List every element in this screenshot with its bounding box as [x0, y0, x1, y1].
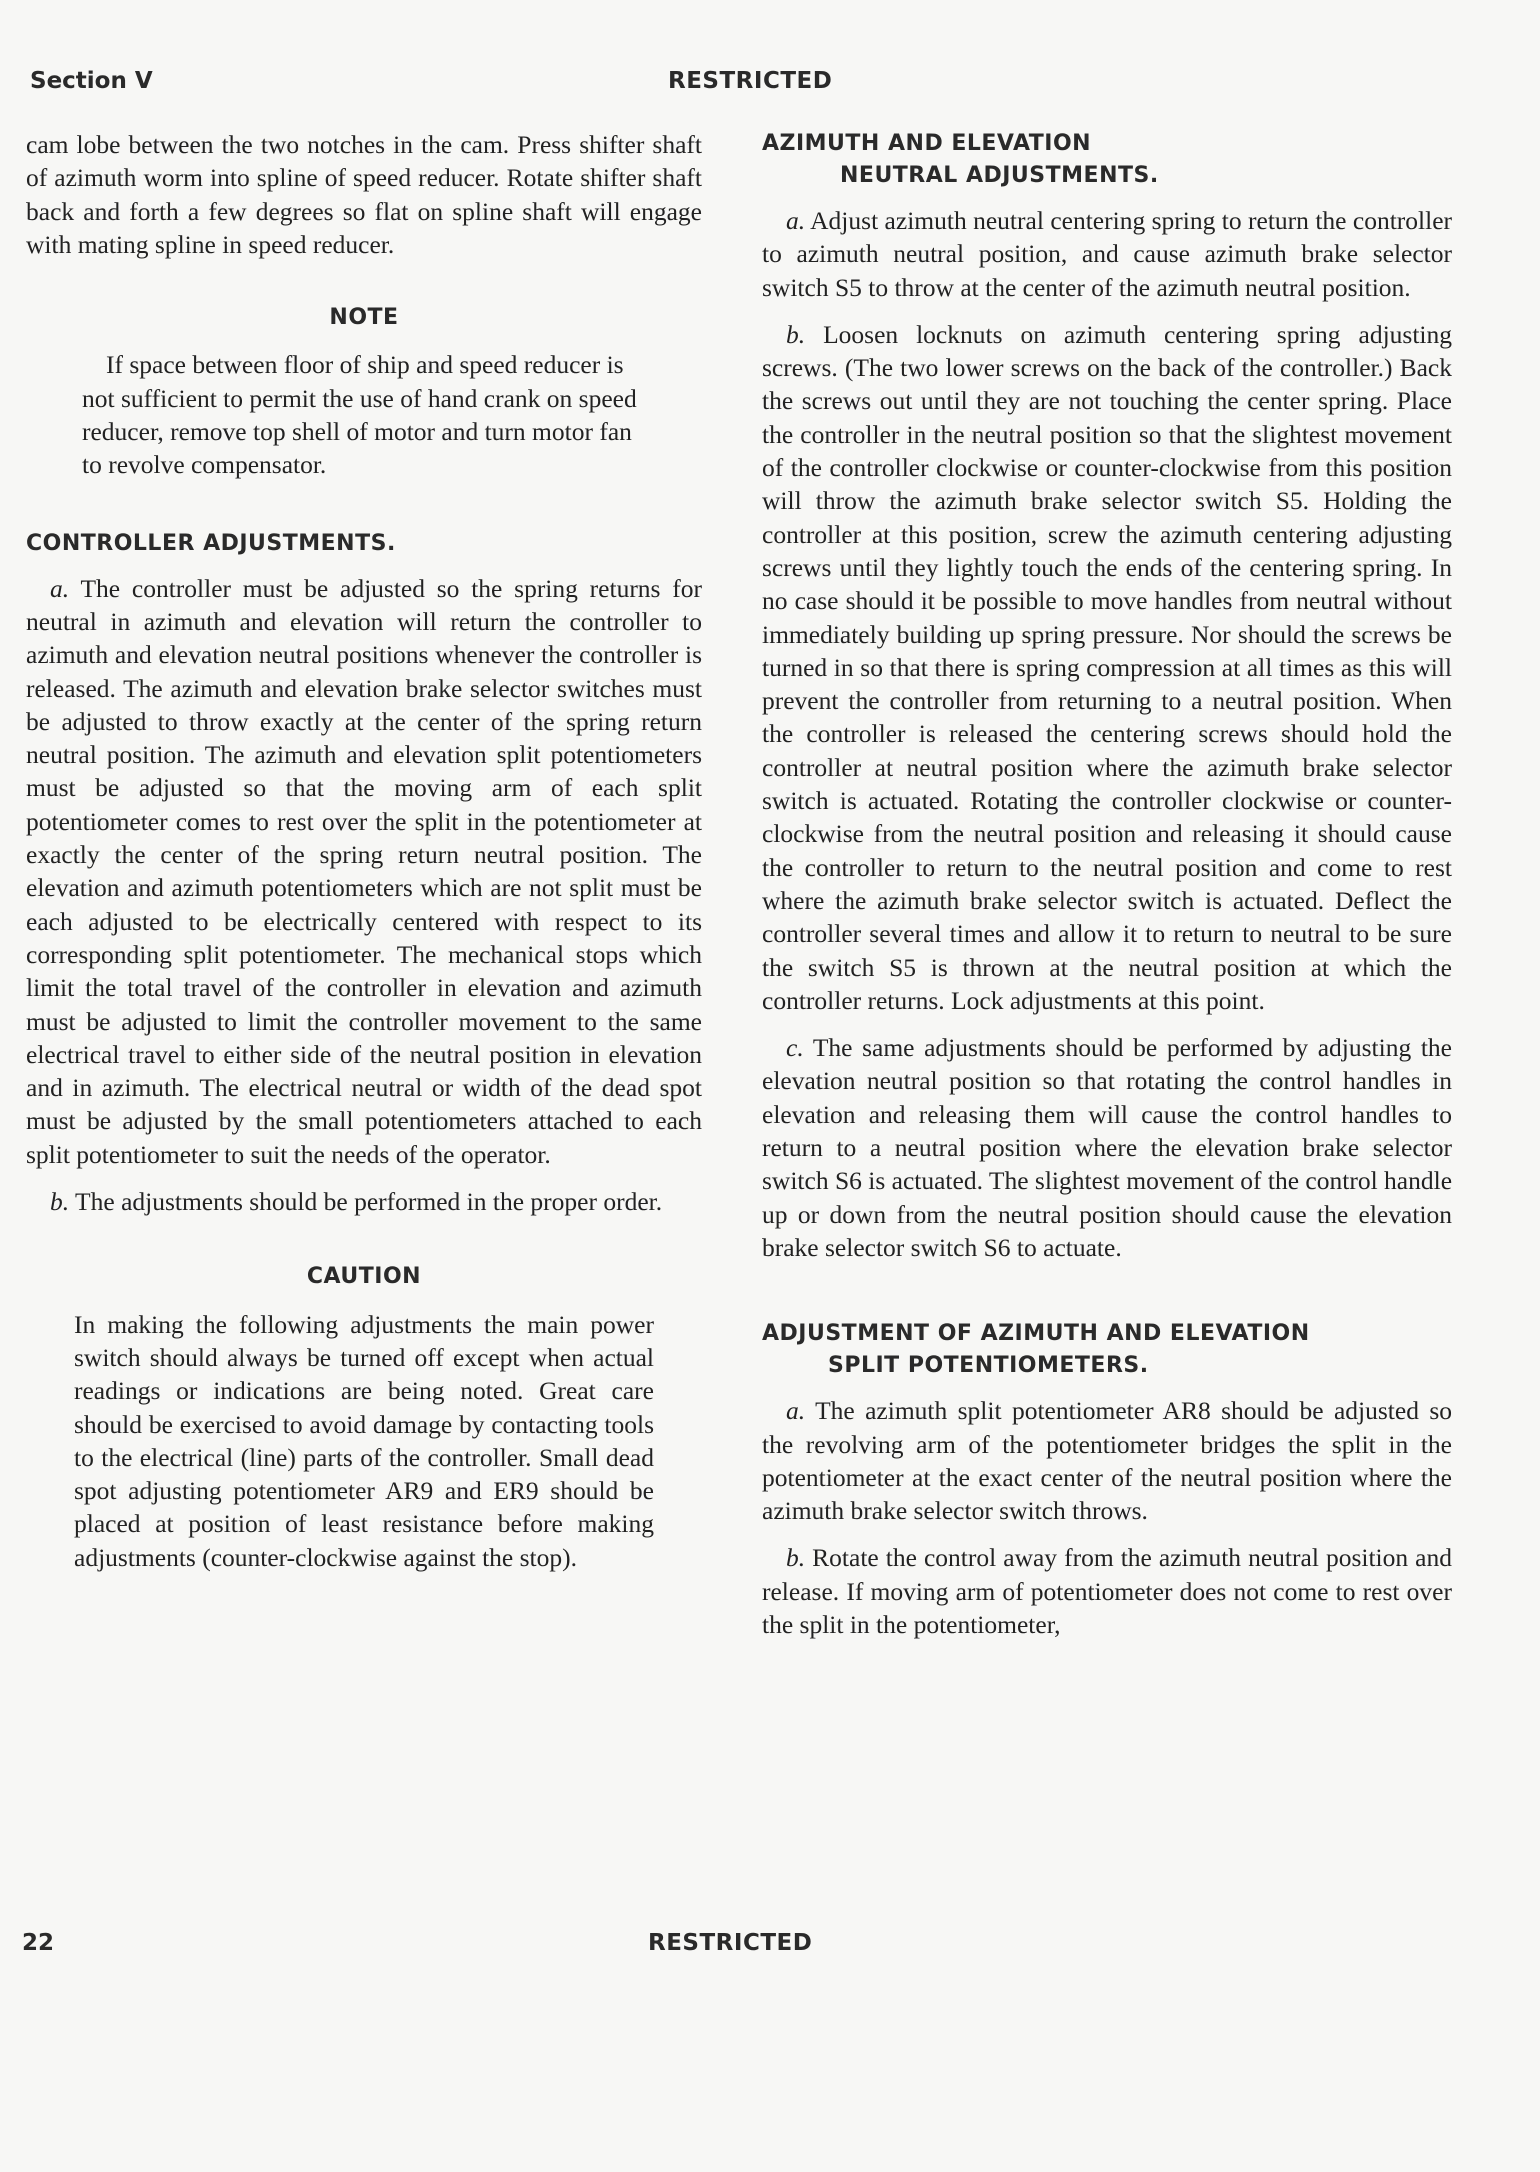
neutral-para-c: [762, 1031, 1452, 1264]
split-potentiometers-heading: [762, 1318, 1452, 1382]
note-title: NOTE: [329, 305, 399, 331]
neutral-para-a: [762, 204, 1452, 304]
caution-text: In making the following adjustments the main power switch should always be turned off except when actual readings or indications are being noted. Great care should be exercised to avoid damage by contacting tools to the electrical (line) parts of the controller. Small dead spot adjusting potentiometer AR9 and ER9 should be placed at position of least resistance before making adjustments (counter-clockwise against the stop).: [74, 1309, 654, 1572]
para-text: Loosen locknuts on azimuth centering spring adjusting screws. (The two lower screws on the back of the controller.) Back the screws out until they are not touching the center spring. Place the controller in the neutral position so that the slightest movement of the controller clockwise or counter-clockwise from this position will throw the azimuth brake selector switch S5. Holding the controller at this position, screw the azimuth centering adjusting screws until they lightly touch the ends of the centering spring. In no case should it be possible to move handles from neutral without immediately building up spring pressure. Nor should the screws be turned in so that there is spring compression at all times as this will prevent the controller from returning to a neutral position. When the controller is released the centering screws should hold the controller at neutral position where the azimuth brake selector switch is actuated. Rotating the controller clockwise or counter-clockwise from the neutral position and releasing it should cause the controller to return to the neutral position and come to rest where the azimuth brake selector switch is actuated. Deflect the controller several times and allow it to return to neutral to be sure the switch S5 is thrown at the neutral position at which the controller returns. Lock adjustments at this point.: [762, 319, 1453, 1015]
page-number: 22: [22, 1930, 55, 1956]
para-label: b.: [786, 319, 806, 349]
para-text: Adjust azimuth neutral centering spring to return the controller to azimuth neutral position, and cause azimuth brake selector switch S5 to throw at the center of the azimuth neutral position.: [762, 206, 1453, 302]
neutral-adjustments-heading: [762, 128, 1452, 192]
para-text: The controller must be adjusted so the spring returns for neutral in azimuth and elevation will return the controller to azimuth and elevation neutral positions whenever the controller is released. The azimuth and elevation brake selector switches must be adjusted to throw exactly at the center of the spring return neutral position. The azimuth and elevation split potentiometers must be adjusted so that the moving arm of each split potentiometer comes to rest over the split in the potentiometer at exactly the center of the spring return neutral position. The elevation and azimuth potentiometers which are not split must be each adjusted to be electrically centered with respect to its corresponding split potentiometer. The mechanical stops which limit the total travel of the controller in elevation and azimuth must be adjusted to limit the controller movement to the same electrical travel to either side of the neutral position in elevation and in azimuth. The electrical neutral or width of the dead spot must be adjusted by the small potentiometers attached to each split potentiometer to suit the needs of the operator.: [26, 573, 702, 1169]
controller-para-b: [26, 1185, 702, 1218]
para-label: a.: [786, 206, 806, 235]
intro-paragraph: cam lobe between the two notches in the cam. Press shifter shaft of azimuth worm into spline of speed reducer. Rotate shifter shaft back and forth a few degrees so flat on spline shaft will engage with mating spline in speed reducer.: [26, 130, 702, 259]
split-para-b: [762, 1541, 1452, 1641]
spacer: [762, 1278, 1452, 1318]
para-label: a.: [786, 1396, 806, 1426]
heading-line: SPLIT POTENTIOMETERS.: [828, 1353, 1149, 1379]
para-text: The azimuth split potentiometer AR8 should be adjusted so the revolving arm of the potentiometer bridges the split in the potentiometer at the exact center of the neutral position where the azimuth brake selector switch throws.: [762, 1396, 1453, 1526]
para-text: Rotate the control away from the azimuth neutral position and release. If moving arm of potentiometer does not come to rest over the split in the potentiometer,: [762, 1543, 1452, 1639]
spacer: [26, 482, 702, 528]
para-label: b.: [786, 1543, 806, 1573]
para-label: c.: [786, 1033, 804, 1063]
heading-line: NEUTRAL ADJUSTMENTS.: [840, 163, 1159, 188]
para-label: b.: [50, 1187, 70, 1217]
page-header: [30, 68, 1510, 108]
caution-title: CAUTION: [306, 1264, 422, 1290]
classification-header: RESTRICTED: [668, 68, 833, 94]
controller-para-a: [26, 572, 702, 1171]
split-para-a: [762, 1394, 1452, 1527]
para-label: a.: [50, 573, 70, 603]
left-column: [26, 128, 702, 1574]
note-text: If space between floor of ship and speed reducer is not sufficient to permit the use of hand crank on speed reducer, remove top shell of motor and turn motor fan to revolve compensator.: [82, 350, 637, 480]
controller-heading: CONTROLLER ADJUSTMENTS.: [26, 530, 396, 556]
heading-line: AZIMUTH AND ELEVATION: [762, 131, 1092, 156]
section-label: Section V: [30, 68, 153, 94]
para-text: The same adjustments should be performed by adjusting the elevation neutral position so that rotating the control handles in elevation and releasing them will cause the control handles to return to a neutral position where the elevation brake selector switch S6 is actuated. The slightest movement of the control handle up or down from the neutral position should cause the elevation brake selector switch S6 to actuate.: [762, 1033, 1453, 1262]
neutral-para-b: [762, 318, 1452, 1017]
classification-footer: RESTRICTED: [648, 1930, 813, 1956]
heading-line: ADJUSTMENT OF AZIMUTH AND ELEVATION: [762, 1321, 1310, 1347]
right-column: [762, 128, 1452, 1655]
para-text: The adjustments should be performed in the proper order.: [75, 1187, 663, 1217]
